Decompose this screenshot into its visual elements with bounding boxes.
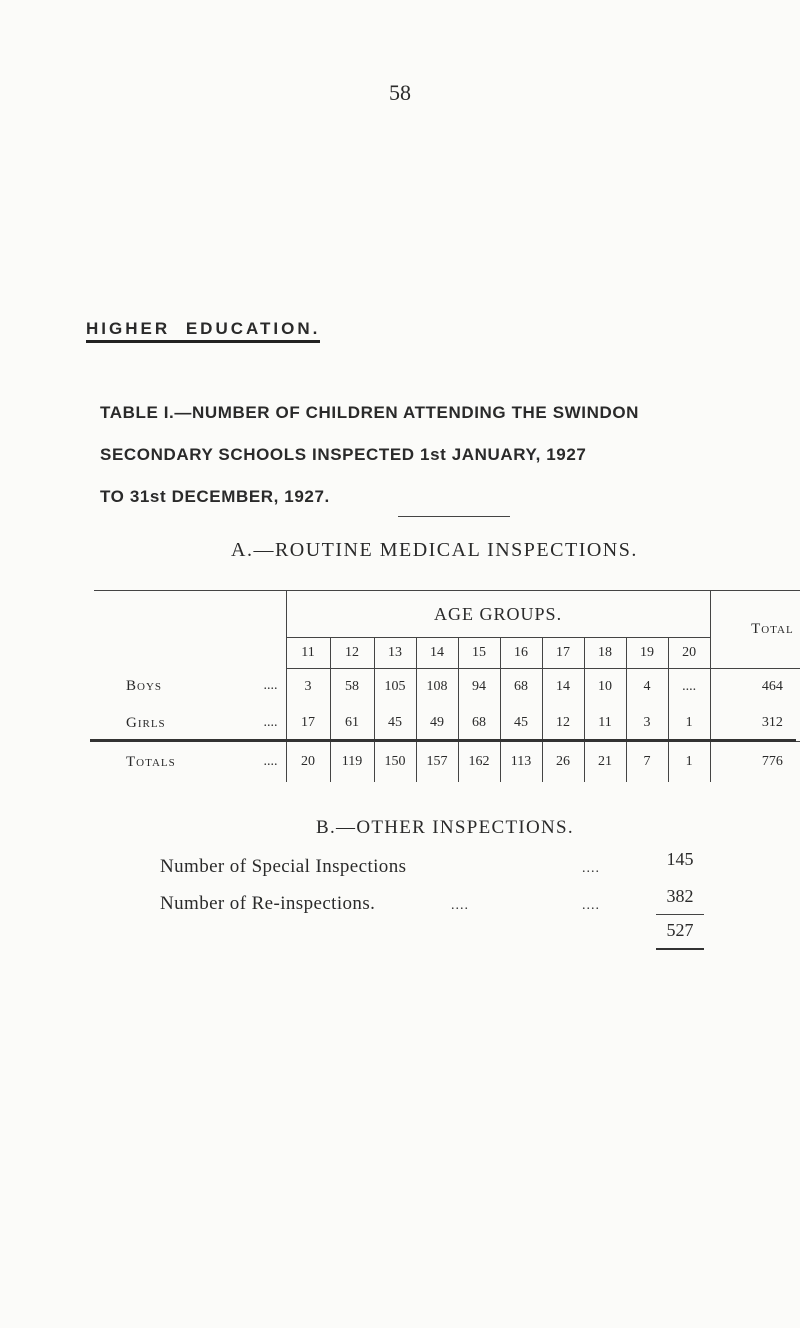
leader-dots: .... bbox=[263, 714, 278, 730]
row-label-text: Totals bbox=[126, 753, 176, 770]
table-cell: 14 bbox=[542, 669, 584, 706]
age-header-cell: 18 bbox=[584, 638, 626, 669]
table-cell: 68 bbox=[500, 669, 542, 706]
leader-dots: .... bbox=[263, 678, 278, 694]
age-header-cell: 12 bbox=[330, 638, 374, 669]
table-cell: 119 bbox=[330, 742, 374, 783]
table-cell: 162 bbox=[458, 742, 500, 783]
sum-double-rule bbox=[656, 948, 704, 950]
row-label-boys bbox=[94, 669, 286, 706]
row-label-text: Boys bbox=[126, 678, 163, 695]
table-cell: 1 bbox=[668, 742, 710, 783]
age-header-cell: 17 bbox=[542, 638, 584, 669]
grand-total: 776 bbox=[710, 742, 800, 783]
age-header-cell: 11 bbox=[286, 638, 330, 669]
table-cell: 12 bbox=[542, 705, 584, 742]
header-blank bbox=[94, 591, 286, 669]
table-cell: 58 bbox=[330, 669, 374, 706]
row-label-text: Girls bbox=[126, 714, 166, 731]
divider bbox=[398, 516, 510, 517]
age-header-cell: 14 bbox=[416, 638, 458, 669]
leader-dots: .... bbox=[451, 898, 469, 913]
reinspections-value: 382 bbox=[666, 886, 694, 906]
routine-inspections-table bbox=[94, 590, 800, 782]
table-cell: 7 bbox=[626, 742, 668, 783]
table-cell: 49 bbox=[416, 705, 458, 742]
table-bottom-rule bbox=[90, 739, 796, 742]
table-cell: 68 bbox=[458, 705, 500, 742]
table-row-boys bbox=[94, 669, 800, 706]
table-cell: .... bbox=[668, 669, 710, 706]
table-cell: 3 bbox=[286, 669, 330, 706]
table-cell: 105 bbox=[374, 669, 416, 706]
section-a-heading: A.—ROUTINE MEDICAL INSPECTIONS. bbox=[231, 539, 638, 561]
age-header-cell: 15 bbox=[458, 638, 500, 669]
age-header-cell: 20 bbox=[668, 638, 710, 669]
table-cell: 113 bbox=[500, 742, 542, 783]
age-header-cell: 19 bbox=[626, 638, 668, 669]
table-row-totals bbox=[94, 742, 800, 783]
special-inspections-label: Number of Special Inspections bbox=[160, 856, 407, 877]
table-cell: 4 bbox=[626, 669, 668, 706]
table-title-line: SECONDARY SCHOOLS INSPECTED 1st JANUARY, 1927 bbox=[100, 445, 587, 464]
row-label-totals bbox=[94, 742, 286, 783]
table-cell: 157 bbox=[416, 742, 458, 783]
table-cell: 45 bbox=[374, 705, 416, 742]
row-total: 312 bbox=[710, 705, 800, 742]
special-inspections-value: 145 bbox=[666, 849, 694, 869]
table-cell: 1 bbox=[668, 705, 710, 742]
age-header-cell: 13 bbox=[374, 638, 416, 669]
table-title-line: TO 31st DECEMBER, 1927. bbox=[100, 487, 330, 506]
reinspections-line bbox=[160, 893, 375, 915]
sum-rule bbox=[656, 914, 704, 915]
total-header: Total bbox=[710, 591, 800, 669]
table-header-row bbox=[94, 591, 800, 638]
table-cell: 108 bbox=[416, 669, 458, 706]
table-cell: 10 bbox=[584, 669, 626, 706]
table-cell: 11 bbox=[584, 705, 626, 742]
age-groups-header: AGE GROUPS. bbox=[286, 591, 710, 638]
section-b-heading: B.—OTHER INSPECTIONS. bbox=[316, 817, 574, 838]
special-inspections-line bbox=[160, 856, 406, 878]
row-total: 464 bbox=[710, 669, 800, 706]
table-cell: 17 bbox=[286, 705, 330, 742]
section-heading: HIGHER EDUCATION. bbox=[86, 319, 320, 343]
age-header-cell: 16 bbox=[500, 638, 542, 669]
other-inspections-total: 527 bbox=[666, 920, 694, 940]
table-title bbox=[100, 392, 800, 518]
table-row-girls bbox=[94, 705, 800, 742]
reinspections-label: Number of Re-inspections. bbox=[160, 893, 376, 914]
table-cell: 150 bbox=[374, 742, 416, 783]
table-cell: 3 bbox=[626, 705, 668, 742]
table-cell: 45 bbox=[500, 705, 542, 742]
leader-dots: .... bbox=[263, 753, 278, 769]
page-number: 58 bbox=[389, 80, 411, 105]
table-cell: 61 bbox=[330, 705, 374, 742]
table-title-line: TABLE I.—NUMBER OF CHILDREN ATTENDING THE SWINDON bbox=[100, 403, 640, 422]
leader-dots: .... bbox=[582, 898, 600, 913]
leader-dots: .... bbox=[582, 861, 600, 876]
table-cell: 94 bbox=[458, 669, 500, 706]
row-label-girls bbox=[94, 705, 286, 742]
table-cell: 21 bbox=[584, 742, 626, 783]
table-cell: 20 bbox=[286, 742, 330, 783]
table-cell: 26 bbox=[542, 742, 584, 783]
